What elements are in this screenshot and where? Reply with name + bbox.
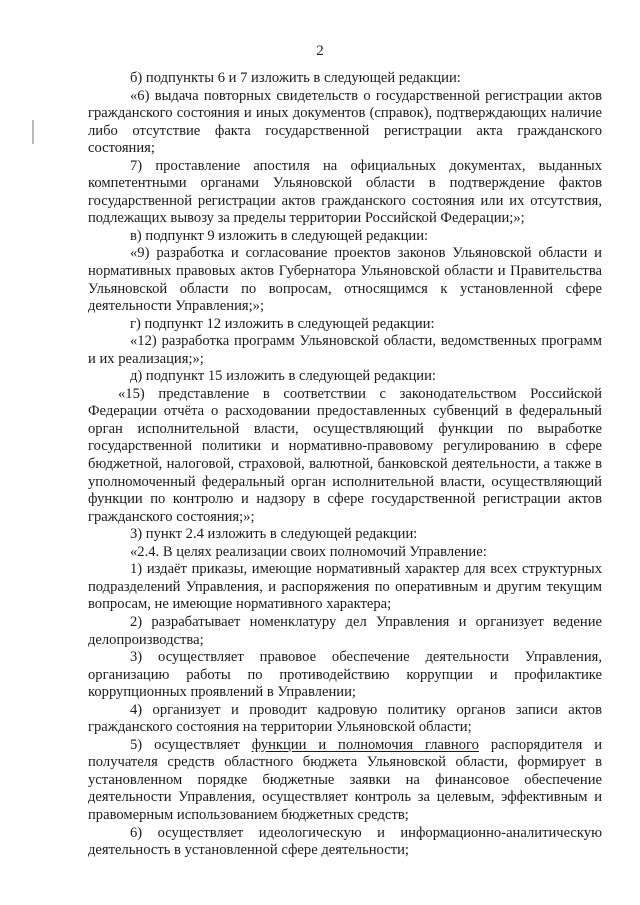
underlined-phrase: функции и полномочия главного bbox=[251, 736, 479, 753]
paragraph-item-7: 7) проставление апостиля на официальных документах, выданных компетентными органами Ульяновской области в подтверждение фактов государственной регистрации актов гражданского состояния или их отсутствия, подлежащих вывозу за пределы территории Российской Федерации;»; bbox=[88, 157, 602, 227]
paragraph-powers-1: 1) издаёт приказы, имеющие нормативный характер для всех структурных подразделений Управления, и распоряжения по оперативным и другим текущим вопросам, не имеющие нормативного характера; bbox=[88, 561, 602, 613]
paragraph-5-rest: распорядителя и получателя средств областного бюджета Ульяновской области, формирует в установленном порядке бюджетные заявки на финансовое обеспечение деятельности Управления, осуществляет контроль за целевым, эффективным и правомерным использованием бюджетных средств; bbox=[88, 736, 602, 823]
document-body bbox=[88, 70, 602, 860]
paragraph-v-heading: в) подпункт 9 изложить в следующей редакции: bbox=[130, 227, 429, 244]
paragraph-powers-3: 3) осуществляет правовое обеспечение деятельности Управления, организацию работы по противодействию коррупции и профилактике коррупционных проявлений в Управлении; bbox=[88, 649, 602, 701]
paragraph-2-4-heading: «2.4. В целях реализации своих полномочий Управление: bbox=[130, 543, 487, 560]
paragraph-d-heading: д) подпункт 15 изложить в следующей редакции: bbox=[130, 368, 436, 385]
paragraph-3-heading: 3) пункт 2.4 изложить в следующей редакции: bbox=[130, 526, 418, 543]
paragraph-g-heading: г) подпункт 12 изложить в следующей редакции: bbox=[130, 315, 435, 332]
paragraph-item-6: «6) выдача повторных свидетельств о государственной регистрации актов гражданского состояния и иных документов (справок), подтверждающих наличие либо отсутствие факта государственной регистрации акта гражданского состояния; bbox=[88, 87, 602, 157]
paragraph-powers-2: 2) разрабатывает номенклатуру дел Управления и организует ведение делопроизводства; bbox=[88, 613, 602, 648]
paragraph-item-15: «15) представление в соответствии с законодательством Российской Федерации отчёта о расходовании предоставленных субвенций в федеральный орган исполнительной власти, осуществляющий функции по выработке государственной политики и нормативно-правовому регулированию в сфере бюджетной, налоговой, страховой, валютной, банковской деятельности, а также в уполномоченный федеральный орган исполнительной власти, осуществляющий функции по контролю и надзору в сфере государственной регистрации актов гражданского состояния;»; bbox=[88, 385, 602, 525]
margin-scan-mark bbox=[32, 120, 34, 144]
paragraph-5-start: 5) осуществляет bbox=[130, 736, 252, 753]
page-number: 2 bbox=[316, 43, 324, 59]
paragraph-powers-4: 4) организует и проводит кадровую политику органов записи актов гражданского состояния на территории Ульяновской области; bbox=[88, 701, 602, 736]
paragraph-powers-5 bbox=[88, 737, 602, 825]
paragraph-item-9: «9) разработка и согласование проектов законов Ульяновской области и нормативных правовых актов Губернатора Ульяновской области и Правительства Ульяновской области по вопросам, относящимся к установленной сфере деятельности Управления;»; bbox=[88, 245, 602, 315]
paragraph-powers-6: 6) осуществляет идеологическую и информационно-аналитическую деятельность в установленной сфере деятельности; bbox=[88, 824, 602, 859]
paragraph-b-heading: б) подпункты 6 и 7 изложить в следующей редакции: bbox=[130, 70, 461, 86]
paragraph-item-12: «12) разработка программ Ульяновской области, ведомственных программ и их реализация;»; bbox=[88, 333, 602, 367]
